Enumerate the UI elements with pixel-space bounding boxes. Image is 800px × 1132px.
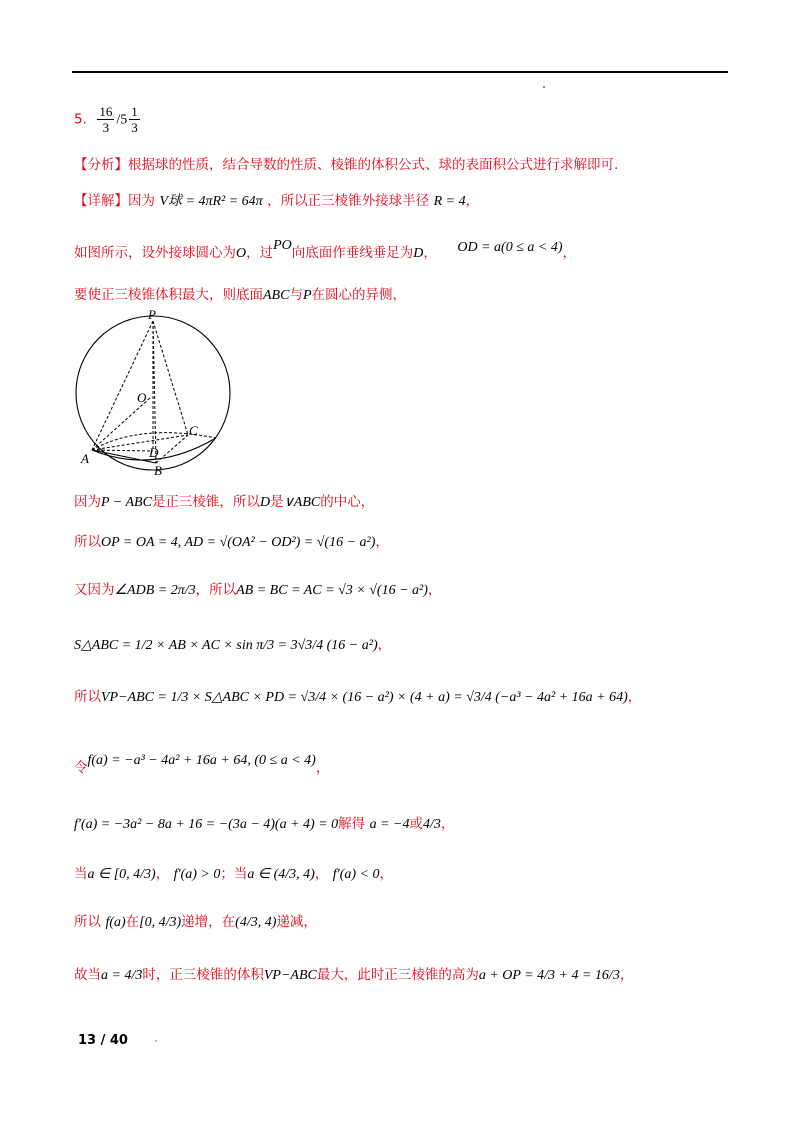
deriv-root2: 4/3	[423, 817, 441, 832]
sign-f2: f′(a) > 0	[173, 867, 221, 882]
op-line	[74, 530, 389, 551]
sign-f1: a ∈ [0, 4/3)	[87, 867, 156, 882]
sign-line	[74, 862, 393, 883]
setup-po: PO	[273, 238, 292, 253]
maxv-t2: 与	[289, 287, 303, 303]
setup-t5: ，	[562, 245, 576, 261]
vol-t1: 所以	[74, 689, 101, 705]
deriv-t1: 解得	[338, 816, 366, 832]
answer-sep: /	[116, 112, 121, 128]
label-d: D	[149, 445, 159, 460]
detail-radius: R = 4	[433, 194, 466, 209]
detail-end: ，	[465, 193, 480, 209]
label-a: A	[81, 451, 89, 466]
mono-t2: 在	[125, 914, 140, 930]
analysis-text: 【分析】根据球的性质，结合导数的性质、棱锥的体积公式、球的表面积公式进行求解即可.	[74, 157, 619, 173]
let-t1: 令	[74, 760, 88, 776]
sign-t1: 当	[74, 866, 88, 882]
mono-f2: [0, 4/3)	[139, 915, 182, 930]
op-formula: OP = OA = 4, AD = √(OA² − OD²) = √(16 − a²)	[101, 535, 376, 550]
area-formula: S△ABC = 1/2 × AB × AC × sin π/3 = 3√3/4 (16 − a²)	[74, 638, 378, 653]
area-line	[74, 633, 391, 654]
op-t2: ，	[375, 534, 389, 550]
deriv-line	[74, 812, 454, 833]
edge-ab	[92, 450, 156, 463]
setup-t3: 向底面作垂线垂足为	[291, 245, 414, 261]
op-t1: 所以	[74, 534, 101, 550]
label-o: O	[137, 390, 147, 405]
maxv-t1: 要使正三棱锥体积最大，则底面	[74, 287, 263, 303]
final-t3: 最大，此时正三棱锥的高为	[316, 967, 479, 983]
detail-formula: V球 = 4πR² = 64π	[159, 194, 263, 209]
area-t: ，	[377, 637, 392, 653]
setup-t4: ，	[423, 245, 437, 261]
volume-line	[74, 685, 641, 706]
vol-formula: VP−ABC = 1/3 × S△ABC × PD = √3/4 × (16 − a²) × (4 + a) = √3/4 (−a³ − 4a² + 16a + 64)	[101, 690, 628, 705]
sphere-pyramid-figure	[70, 305, 240, 480]
setup-line	[74, 238, 576, 262]
mono-f3: (4/3, 4)	[235, 915, 277, 930]
edge-ac	[92, 435, 188, 450]
edge-bc	[156, 435, 188, 463]
since-d: D	[259, 495, 271, 510]
label-p: P	[148, 307, 156, 322]
mono-t4: 递减，	[276, 914, 317, 930]
vol-t2: ，	[627, 689, 642, 705]
deriv-root1: a = −4	[369, 817, 410, 832]
let-t2: ，	[315, 760, 330, 776]
final-t1: 故当	[74, 967, 101, 983]
sign-t4: ，	[314, 866, 329, 882]
angle-f1: ∠ADB = 2π/3	[114, 583, 196, 598]
since-t4: 的中心，	[320, 494, 375, 510]
maxv-p: P	[302, 288, 312, 303]
sign-t2: ，	[155, 866, 170, 882]
since-f1: P − ABC	[101, 495, 152, 510]
sign-f3: a ∈ (4/3, 4)	[247, 867, 315, 882]
sign-t5: ，	[379, 866, 393, 882]
monotonic-line	[74, 910, 317, 931]
edge-pa	[92, 321, 153, 450]
deriv-formula: f′(a) = −3a² − 8a + 16 = −(3a − 4)(a + 4) = 0	[74, 817, 339, 832]
mono-t3: 递增，在	[181, 914, 236, 930]
final-t4: ，	[619, 967, 634, 983]
setup-t2: ，过	[246, 245, 274, 261]
angle-t3: ，	[427, 582, 442, 598]
angle-t1: 又因为	[74, 582, 115, 598]
question-number: 5.	[74, 111, 87, 128]
setup-o: O	[236, 246, 247, 261]
label-c: C	[189, 423, 198, 438]
detail-line	[74, 189, 479, 210]
angle-f2: AB = BC = AC = √3 × √(16 − a²)	[236, 583, 428, 598]
answer-fraction: $\frac{16}{3}$	[99, 104, 113, 135]
footer-mark	[155, 1040, 157, 1042]
final-f1: a = 4/3	[101, 968, 143, 983]
setup-t1: 如图所示，设外接球圆心为	[74, 245, 236, 261]
page-number: 13 / 40	[78, 1033, 128, 1048]
sign-t3: ；当	[220, 866, 248, 882]
final-line	[74, 963, 633, 984]
detail-text: ，所以正三棱锥外接球半径	[267, 193, 430, 209]
since-t1: 因为	[74, 494, 101, 510]
final-t2: 时，正三棱锥的体积	[142, 967, 264, 983]
maxv-t3: 在圆心的异侧，	[311, 287, 407, 303]
mono-t1: 所以	[74, 914, 101, 930]
final-f3: a + OP = 4/3 + 4 = 16/3	[478, 968, 620, 983]
since-f2: ∨ABC	[283, 495, 321, 510]
final-f2: VP−ABC	[263, 968, 317, 983]
deriv-t3: ，	[440, 816, 455, 832]
since-t2: 是正三棱锥，所以	[151, 494, 260, 510]
sign-f4: f′(a) < 0	[332, 867, 380, 882]
label-b: B	[154, 463, 162, 478]
angle-line	[74, 578, 441, 599]
since-t3: 是	[270, 494, 284, 510]
angle-t2: ，所以	[195, 582, 237, 598]
since-line	[74, 490, 374, 511]
maxv-line	[74, 283, 406, 304]
deriv-t2: 或	[409, 816, 424, 832]
question-number-line	[74, 104, 142, 135]
let-formula: f(a) = −a³ − 4a² + 16a + 64, (0 ≤ a < 4)	[87, 753, 316, 768]
answer-mixed-fraction: $\frac{1}{3}$	[131, 104, 138, 135]
setup-d: D	[413, 246, 424, 261]
segment-oa	[92, 398, 150, 450]
let-line	[74, 752, 329, 776]
header-rule	[72, 71, 728, 73]
mono-f1: f(a)	[105, 915, 126, 930]
maxv-abc: ABC	[263, 288, 290, 303]
answer-whole: 5	[120, 112, 128, 128]
header-mark	[543, 86, 545, 88]
edge-pc	[153, 321, 188, 435]
detail-label: 【详解】因为	[74, 193, 155, 209]
setup-formula: OD = a(0 ≤ a < 4)	[457, 240, 563, 255]
